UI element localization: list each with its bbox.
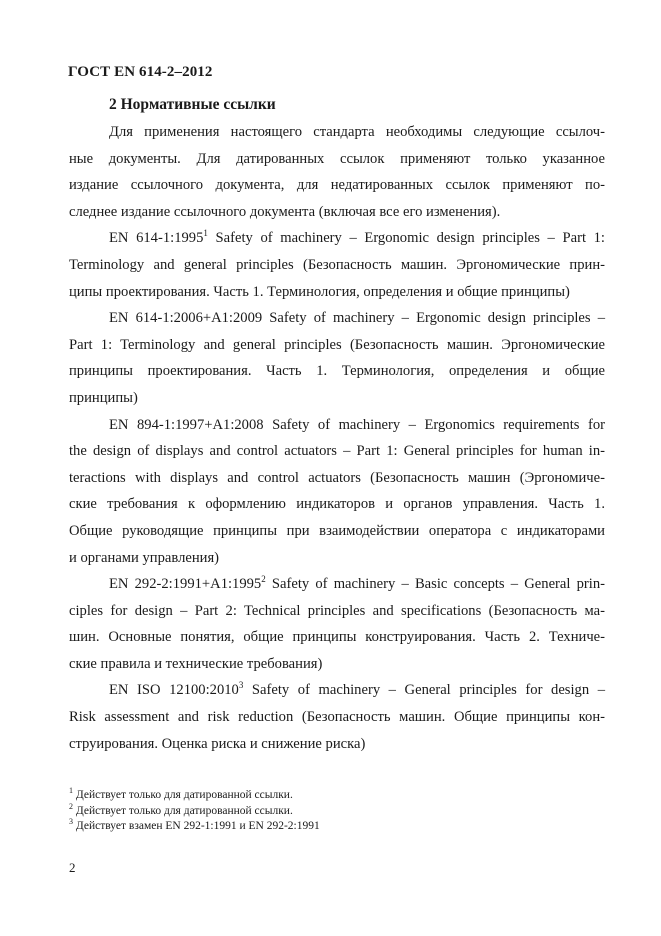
text-line: EN 894-1:1997+A1:2008 Safety of machinery – Ergonomics requirements for	[109, 416, 605, 433]
reference-code: EN ISO 12100:2010	[109, 682, 239, 699]
text-line	[69, 571, 605, 598]
footnote-mark: 1	[69, 786, 73, 796]
text-line: ские правила и технические требования)	[69, 655, 323, 672]
text-line	[69, 677, 605, 704]
document-header: ГОСТ EN 614-2–2012	[68, 64, 213, 80]
text-line: Part 1: Terminology and general principles (Безопасность машин. Эргономические	[69, 336, 605, 353]
text-line: ные документы. Для датированных ссылок применяют только указанное	[69, 150, 605, 167]
text-line: издание ссылочного документа, для недатированных ссылок применяют по-	[69, 177, 605, 194]
text-line: ципы проектирования. Часть 1. Терминология, определения и общие принципы)	[69, 283, 570, 300]
page-number: 2	[69, 860, 76, 875]
reference-title: Safety of machinery – Ergonomic design principles – Part 1:	[207, 230, 605, 247]
text-line: EN 614-1:2006+A1:2009 Safety of machinery – Ergonomic design principles –	[109, 310, 605, 327]
reference-title: Safety of machinery – General principles for design –	[243, 682, 606, 699]
footnote-text: Действует только для датированной ссылки.	[73, 789, 293, 801]
reference-code: EN 614-1:1995	[109, 230, 204, 247]
text-line	[69, 225, 605, 252]
footnote-text: Действует только для датированной ссылки.	[73, 804, 293, 817]
footnote-mark: 2	[69, 801, 73, 811]
footnote-text: Действует взамен EN 292-1:1991 и EN 292-2:1991	[73, 820, 320, 832]
reference-en-614-1-1995	[69, 225, 605, 305]
text-line: Terminology and general principles (Безопасность машин. Эргономические прин-	[69, 256, 605, 273]
footnote-ref: 1	[203, 228, 208, 239]
paragraph-intro	[69, 119, 605, 225]
footnote	[69, 788, 320, 804]
text-line: следнее издание ссылочного документа (включая все его изменения).	[69, 203, 501, 220]
footnote-mark: 3	[69, 817, 73, 827]
text-line: ciples for design – Part 2: Technical principles and specifications (Безопасность ма-	[69, 602, 605, 619]
text-line: Risk assessment and risk reduction (Безопасность машин. Общие принципы кон-	[69, 709, 605, 726]
footnote	[69, 801, 320, 820]
reference-en-894-1	[69, 412, 605, 572]
text-line: и органами управления)	[69, 549, 220, 566]
footnote	[69, 819, 320, 835]
reference-code: EN 292-2:1991+A1:1995	[109, 576, 262, 593]
text-line: принципы)	[69, 389, 138, 406]
text-line: teractions with displays and control actuators (Безопасность машин (Эргономиче-	[69, 469, 605, 486]
text-line: Для применения настоящего стандарта необходимы следующие ссылоч-	[109, 124, 605, 140]
footnote-ref: 3	[238, 680, 244, 691]
reference-en-iso-12100	[69, 677, 605, 757]
footnotes	[69, 788, 320, 835]
body-text	[69, 119, 605, 757]
text-line: шин. Основные понятия, общие принципы конструирования. Часть 2. Техниче-	[69, 629, 605, 646]
text-line: Общие руководящие принципы при взаимодействии оператора с индикаторами	[69, 522, 605, 539]
footnote-ref: 2	[261, 574, 266, 585]
text-line: принципы проектирования. Часть 1. Терминология, определения и общие	[69, 363, 605, 380]
reference-en-292-2	[69, 571, 605, 677]
reference-title: Safety of machinery – Basic concepts – General prin-	[265, 576, 605, 593]
reference-en-614-1-2006	[69, 305, 605, 411]
text-line: ские требования к оформлению индикаторов и органов управления. Часть 1.	[69, 496, 605, 513]
text-line: the design of displays and control actuators – Part 1: General principles for human in-	[69, 443, 605, 460]
section-title: 2 Нормативные ссылки	[109, 96, 276, 113]
text-line: струирования. Оценка риска и снижение риска)	[69, 735, 366, 752]
